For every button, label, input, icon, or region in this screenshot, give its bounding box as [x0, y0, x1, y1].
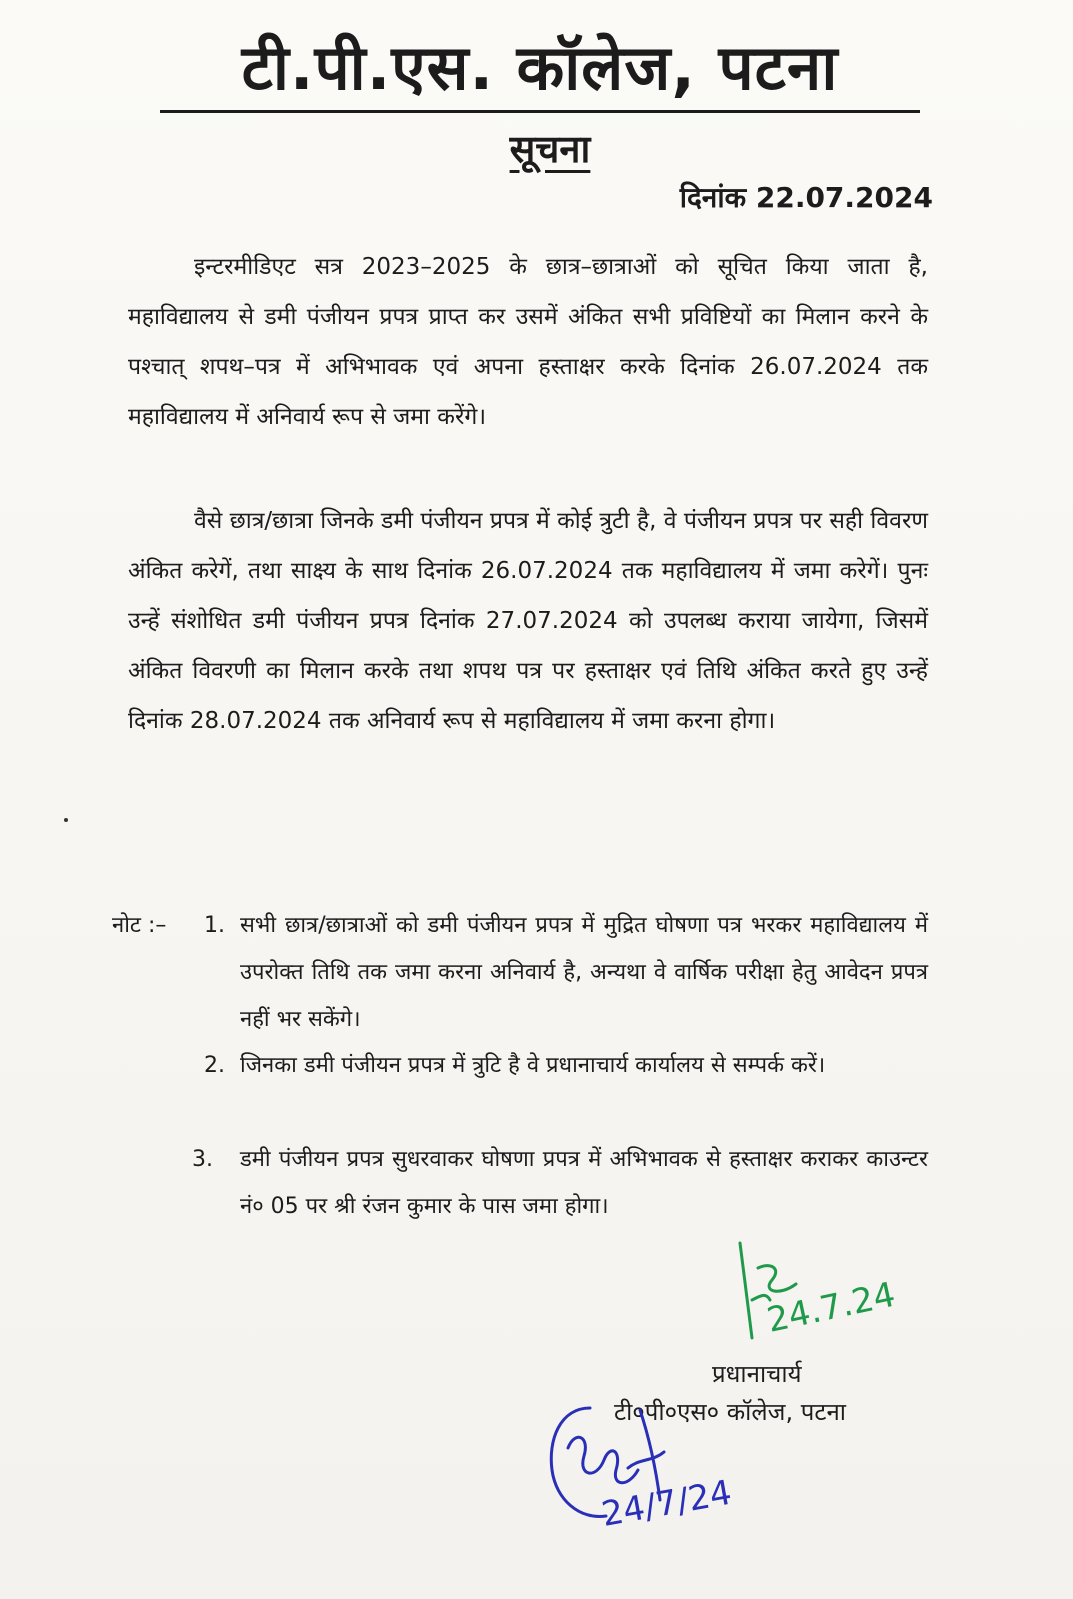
body-paragraph-2: वैसे छात्र/छात्रा जिनके डमी पंजीयन प्रपत्र में कोई त्रुटी है, वे पंजीयन प्रपत्र पर सही विवरण अंकित करेगें, तथा साक्ष्य के साथ दिनांक 26.07.2024 तक महाविद्यालय में जमा करेगें। पुनः उन्हें संशोधित डमी पंजीयन प्रपत्र दिनांक 27.07.2024 को उपलब्ध कराया जायेगा, जिसमें अंकित विवरणी का मिलान करके तथा शपथ पत्र पर हस्ताक्षर एवं तिथि अंकित करते हुए उन्हें दिनांक 28.07.2024 तक अनिवार्य रूप से महाविद्यालय में जमा करना होगा।	[128, 508, 928, 734]
green-signature	[740, 1243, 899, 1341]
notice-heading: सूचना	[509, 127, 591, 171]
note-number: 1.	[204, 913, 225, 938]
signatory-designation: प्रधानाचार्य	[712, 1360, 802, 1388]
signatory-institution: टी०पी०एस० कॉलेज, पटना	[614, 1398, 846, 1426]
note-number: 3.	[192, 1147, 213, 1172]
body-paragraph-1: इन्टरमीडिएट सत्र 2023–2025 के छात्र–छात्राओं को सूचित किया जाता है, महाविद्यालय से डमी पंजीयन प्रपत्र प्राप्त कर उसमें अंकित सभी प्रविष्टियों का मिलान करने के पश्चात् शपथ–पत्र में अभिभावक एवं अपना हस्ताक्षर करके दिनांक 26.07.2024 तक महाविद्यालय में अनिवार्य रूप से जमा करेंगे।	[128, 254, 928, 430]
note-text: सभी छात्र/छात्राओं को डमी पंजीयन प्रपत्र में मुद्रित घोषणा पत्र भरकर महाविद्यालय में उपरोक्त तिथि तक जमा करना अनिवार्य है, अन्यथा वे वार्षिक परीक्षा हेतु आवेदन प्रपत्र नहीं भर सकेंगे।	[240, 913, 928, 1032]
college-title: टी.पी.एस. कॉलेज, पटना	[241, 31, 839, 104]
note-text: डमी पंजीयन प्रपत्र सुधरवाकर घोषणा प्रपत्र में अभिभावक से हस्ताक्षर कराकर काउन्टर नं० 05 पर श्री रंजन कुमार के पास जमा होगा।	[240, 1147, 928, 1219]
blue-signature-date: 24/7/24	[598, 1472, 735, 1535]
green-signature-date: 24.7.24	[763, 1274, 899, 1341]
note-text: जिनका डमी पंजीयन प्रपत्र में त्रुटि है वे प्रधानाचार्य कार्यालय से सम्पर्क करें।	[240, 1053, 826, 1078]
note-number: 2.	[204, 1053, 225, 1078]
notes-label: नोट :–	[112, 913, 167, 938]
notice-date: दिनांक 22.07.2024	[679, 181, 933, 214]
blue-signature	[551, 1408, 734, 1535]
